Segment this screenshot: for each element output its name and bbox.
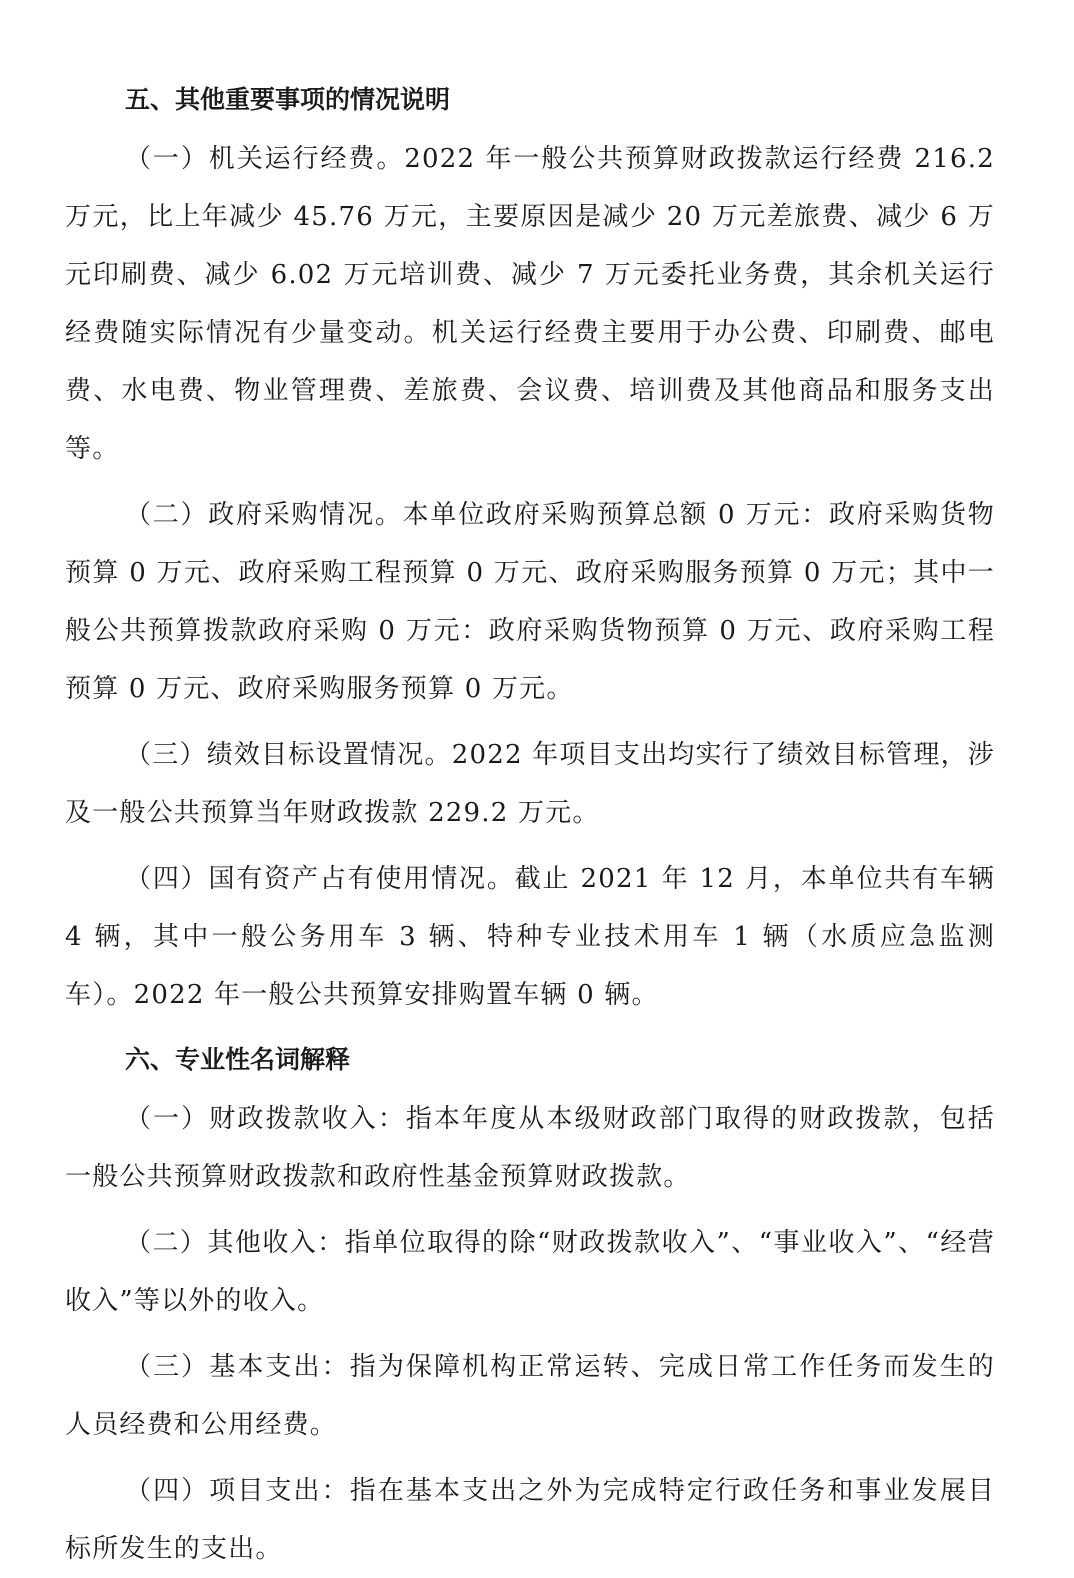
section-6-paragraph-2: （二）其他收入：指单位取得的除“财政拨款收入”、“事业收入”、“经营收入”等以外的收入。 (65, 1228, 995, 1316)
section-5-paragraph-2: （二）政府采购情况。本单位政府采购预算总额 0 万元：政府采购货物预算 0 万元、政府采购工程预算 0 万元、政府采购服务预算 0 万元；其中一般公共预算拨款政府采购 0 万元：政府采购货物预算 0 万元、政府采购工程预算 0 万元、政府采购服务预算 0 万元。 (65, 500, 995, 704)
document-page (65, 78, 995, 1578)
section-6-heading: 六、专业性名词解释 (125, 1045, 351, 1074)
section-5-paragraph-3: （三）绩效目标设置情况。2022 年项目支出均实行了绩效目标管理，涉及一般公共预算当年财政拨款 229.2 万元。 (65, 740, 995, 828)
section-6-paragraph-4: （四）项目支出：指在基本支出之外为完成特定行政任务和事业发展目标所发生的支出。 (65, 1476, 995, 1564)
section-5-paragraph-4: （四）国有资产占有使用情况。截止 2021 年 12 月，本单位共有车辆 4 辆，其中一般公务用车 3 辆、特种专业技术用车 1 辆（水质应急监测车）。2022 年一般公共预算安排购置车辆 0 辆。 (65, 864, 995, 1010)
section-6-paragraph-3: （三）基本支出：指为保障机构正常运转、完成日常工作任务而发生的人员经费和公用经费。 (65, 1352, 995, 1440)
section-5-heading: 五、其他重要事项的情况说明 (125, 85, 451, 114)
section-5-paragraph-1: （一）机关运行经费。2022 年一般公共预算财政拨款运行经费 216.2 万元，比上年减少 45.76 万元，主要原因是减少 20 万元差旅费、减少 6 万元印刷费、减少 6.02 万元培训费、减少 7 万元委托业务费，其余机关运行经费随实际情况有少量变动。机关运行经费主要用于办公费、印刷费、邮电费、水电费、物业管理费、差旅费、会议费、培训费及其他商品和服务支出等。 (65, 144, 995, 464)
section-6-paragraph-1: （一）财政拨款收入：指本年度从本级财政部门取得的财政拨款，包括一般公共预算财政拨款和政府性基金预算财政拨款。 (65, 1104, 995, 1192)
